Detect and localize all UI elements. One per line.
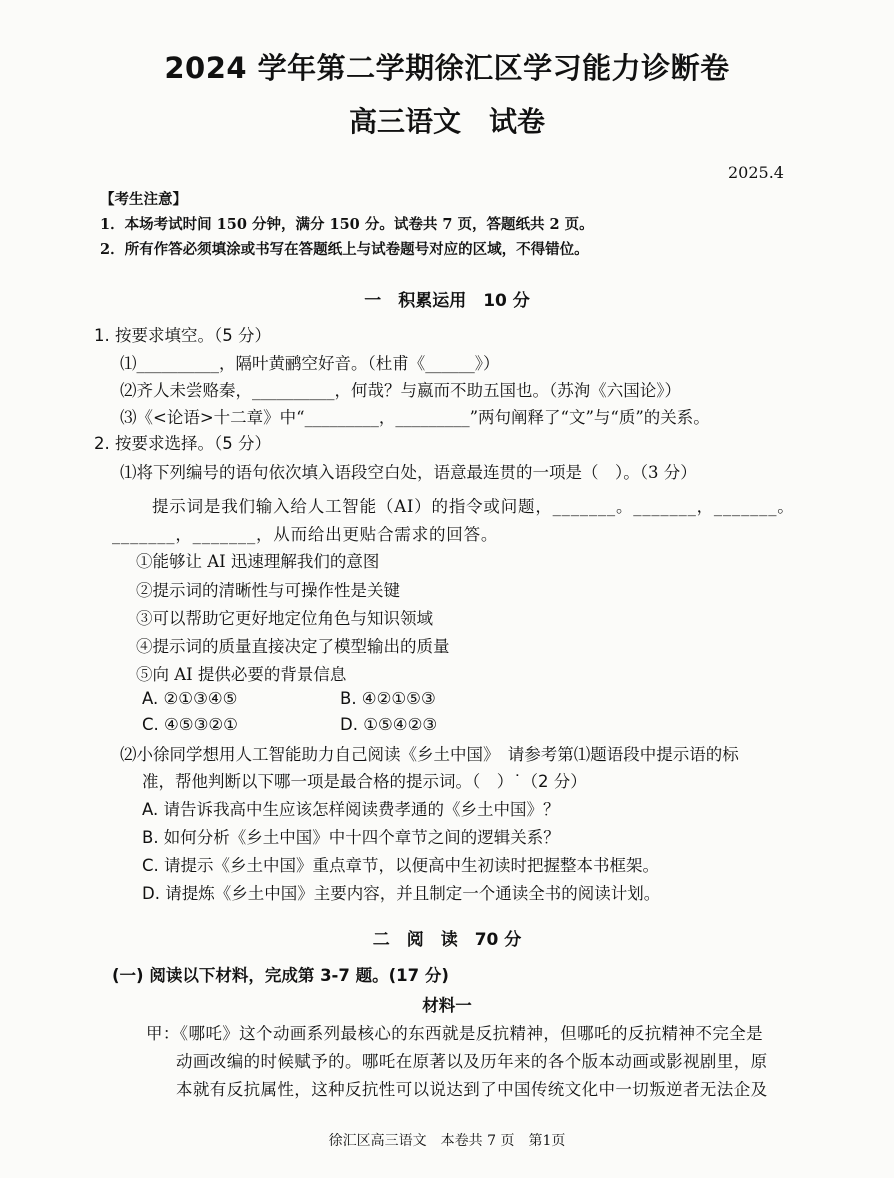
option-2-2-c: C. 请提示《乡土中国》重点章节，以便高中生初读时把握整本书框架。 (142, 856, 660, 875)
question-1-item-3: ⑶《<论语>十二章》中“_________，_________”两句阐释了“文”与“质”的关系。 (120, 408, 710, 427)
material-line-1: 甲：《哪吒》这个动画系列最核心的东西就是反抗精神，但哪吒的反抗精神不完全是 (146, 1024, 764, 1043)
option-2-2-b: B. 如何分析《乡土中国》中十四个章节之间的逻辑关系？ (142, 828, 560, 847)
material-line-3: 本就有反抗属性，这种反抗性可以说达到了中国传统文化中一切叛逆者无法企及 (176, 1080, 768, 1099)
question-1-item-1: ⑴__________，隔叶黄鹂空好音。（杜甫《______》） (120, 354, 500, 373)
sentence-1: ①能够让 AI 迅速理解我们的意图 (136, 552, 380, 571)
option-2-1-b: B. ④②①⑤③ (340, 689, 436, 708)
exam-date: 2025.4 (728, 163, 784, 182)
passage-line-1: 提示词是我们输入给人工智能（AI）的指令或问题，_______。_______，_______。 (152, 497, 795, 516)
question-2-2-stem-line-1: ⑵小徐同学想用人工智能助力自己阅读《乡土中国》 请参考第⑴题语段中提示语的标 (120, 745, 739, 764)
material-title: 材料一 (422, 996, 472, 1015)
exam-subtitle: 高三语文 试卷 (348, 105, 545, 138)
passage-line-2: _______，_______，从而给出更贴合需求的回答。 (112, 525, 499, 544)
question-1-stem: 1. 按要求填空。（5 分） (94, 326, 271, 345)
material-line-2: 动画改编的时候赋予的。哪吒在原著以及历年来的各个版本动画或影视剧里，原 (176, 1052, 768, 1071)
page-footer: 徐汇区高三语文 本卷共 7 页 第1页 (328, 1133, 566, 1149)
notice-item-2: 2．所有作答必须填涂或书写在答题纸上与试卷题号对应的区域，不得错位。 (100, 241, 589, 258)
option-2-2-a: A. 请告诉我高中生应该怎样阅读费孝通的《乡土中国》？ (142, 800, 560, 819)
option-2-2-d: D. 请提炼《乡土中国》主要内容，并且制定一个通读全书的阅读计划。 (142, 884, 661, 903)
option-2-1-a: A. ②①③④⑤ (142, 689, 238, 708)
option-2-1-d: D. ①⑤④②③ (340, 715, 438, 734)
section-1-heading: 一 积累运用 10 分 (364, 291, 530, 311)
notice-item-1: 1．本场考试时间 150 分钟，满分 150 分。试卷共 7 页，答题纸共 2 页。 (100, 216, 594, 233)
section-2-heading: 二 阅 读 70 分 (372, 930, 522, 950)
sentence-2: ②提示词的清晰性与可操作性是关键 (136, 581, 400, 600)
option-2-1-c: C. ④⑤③②① (142, 715, 238, 734)
sentence-5: ⑤向 AI 提供必要的背景信息 (136, 665, 347, 684)
notice-heading: 【考生注意】 (100, 191, 187, 208)
question-1-item-2: ⑵齐人未尝赂秦，__________，何哉？与嬴而不助五国也。（苏洵《六国论》） (120, 381, 681, 400)
exam-title: 2024 学年第二学期徐汇区学习能力诊断卷 (164, 51, 730, 85)
question-2-2-stem-line-2: 准，帮他判断以下哪一项是最合格的提示词。（ ）˙（2 分） (142, 772, 587, 791)
question-2-1-stem: ⑴将下列编号的语句依次填入语段空白处，语意最连贯的一项是（ ）。（3 分） (120, 463, 697, 482)
sentence-3: ③可以帮助它更好地定位角色与知识领域 (136, 609, 433, 628)
question-2-stem: 2. 按要求选择。（5 分） (94, 434, 271, 453)
reading-part-1-heading: (一) 阅读以下材料，完成第 3-7 题。(17 分) (112, 966, 449, 985)
sentence-4: ④提示词的质量直接决定了模型输出的质量 (136, 637, 450, 656)
